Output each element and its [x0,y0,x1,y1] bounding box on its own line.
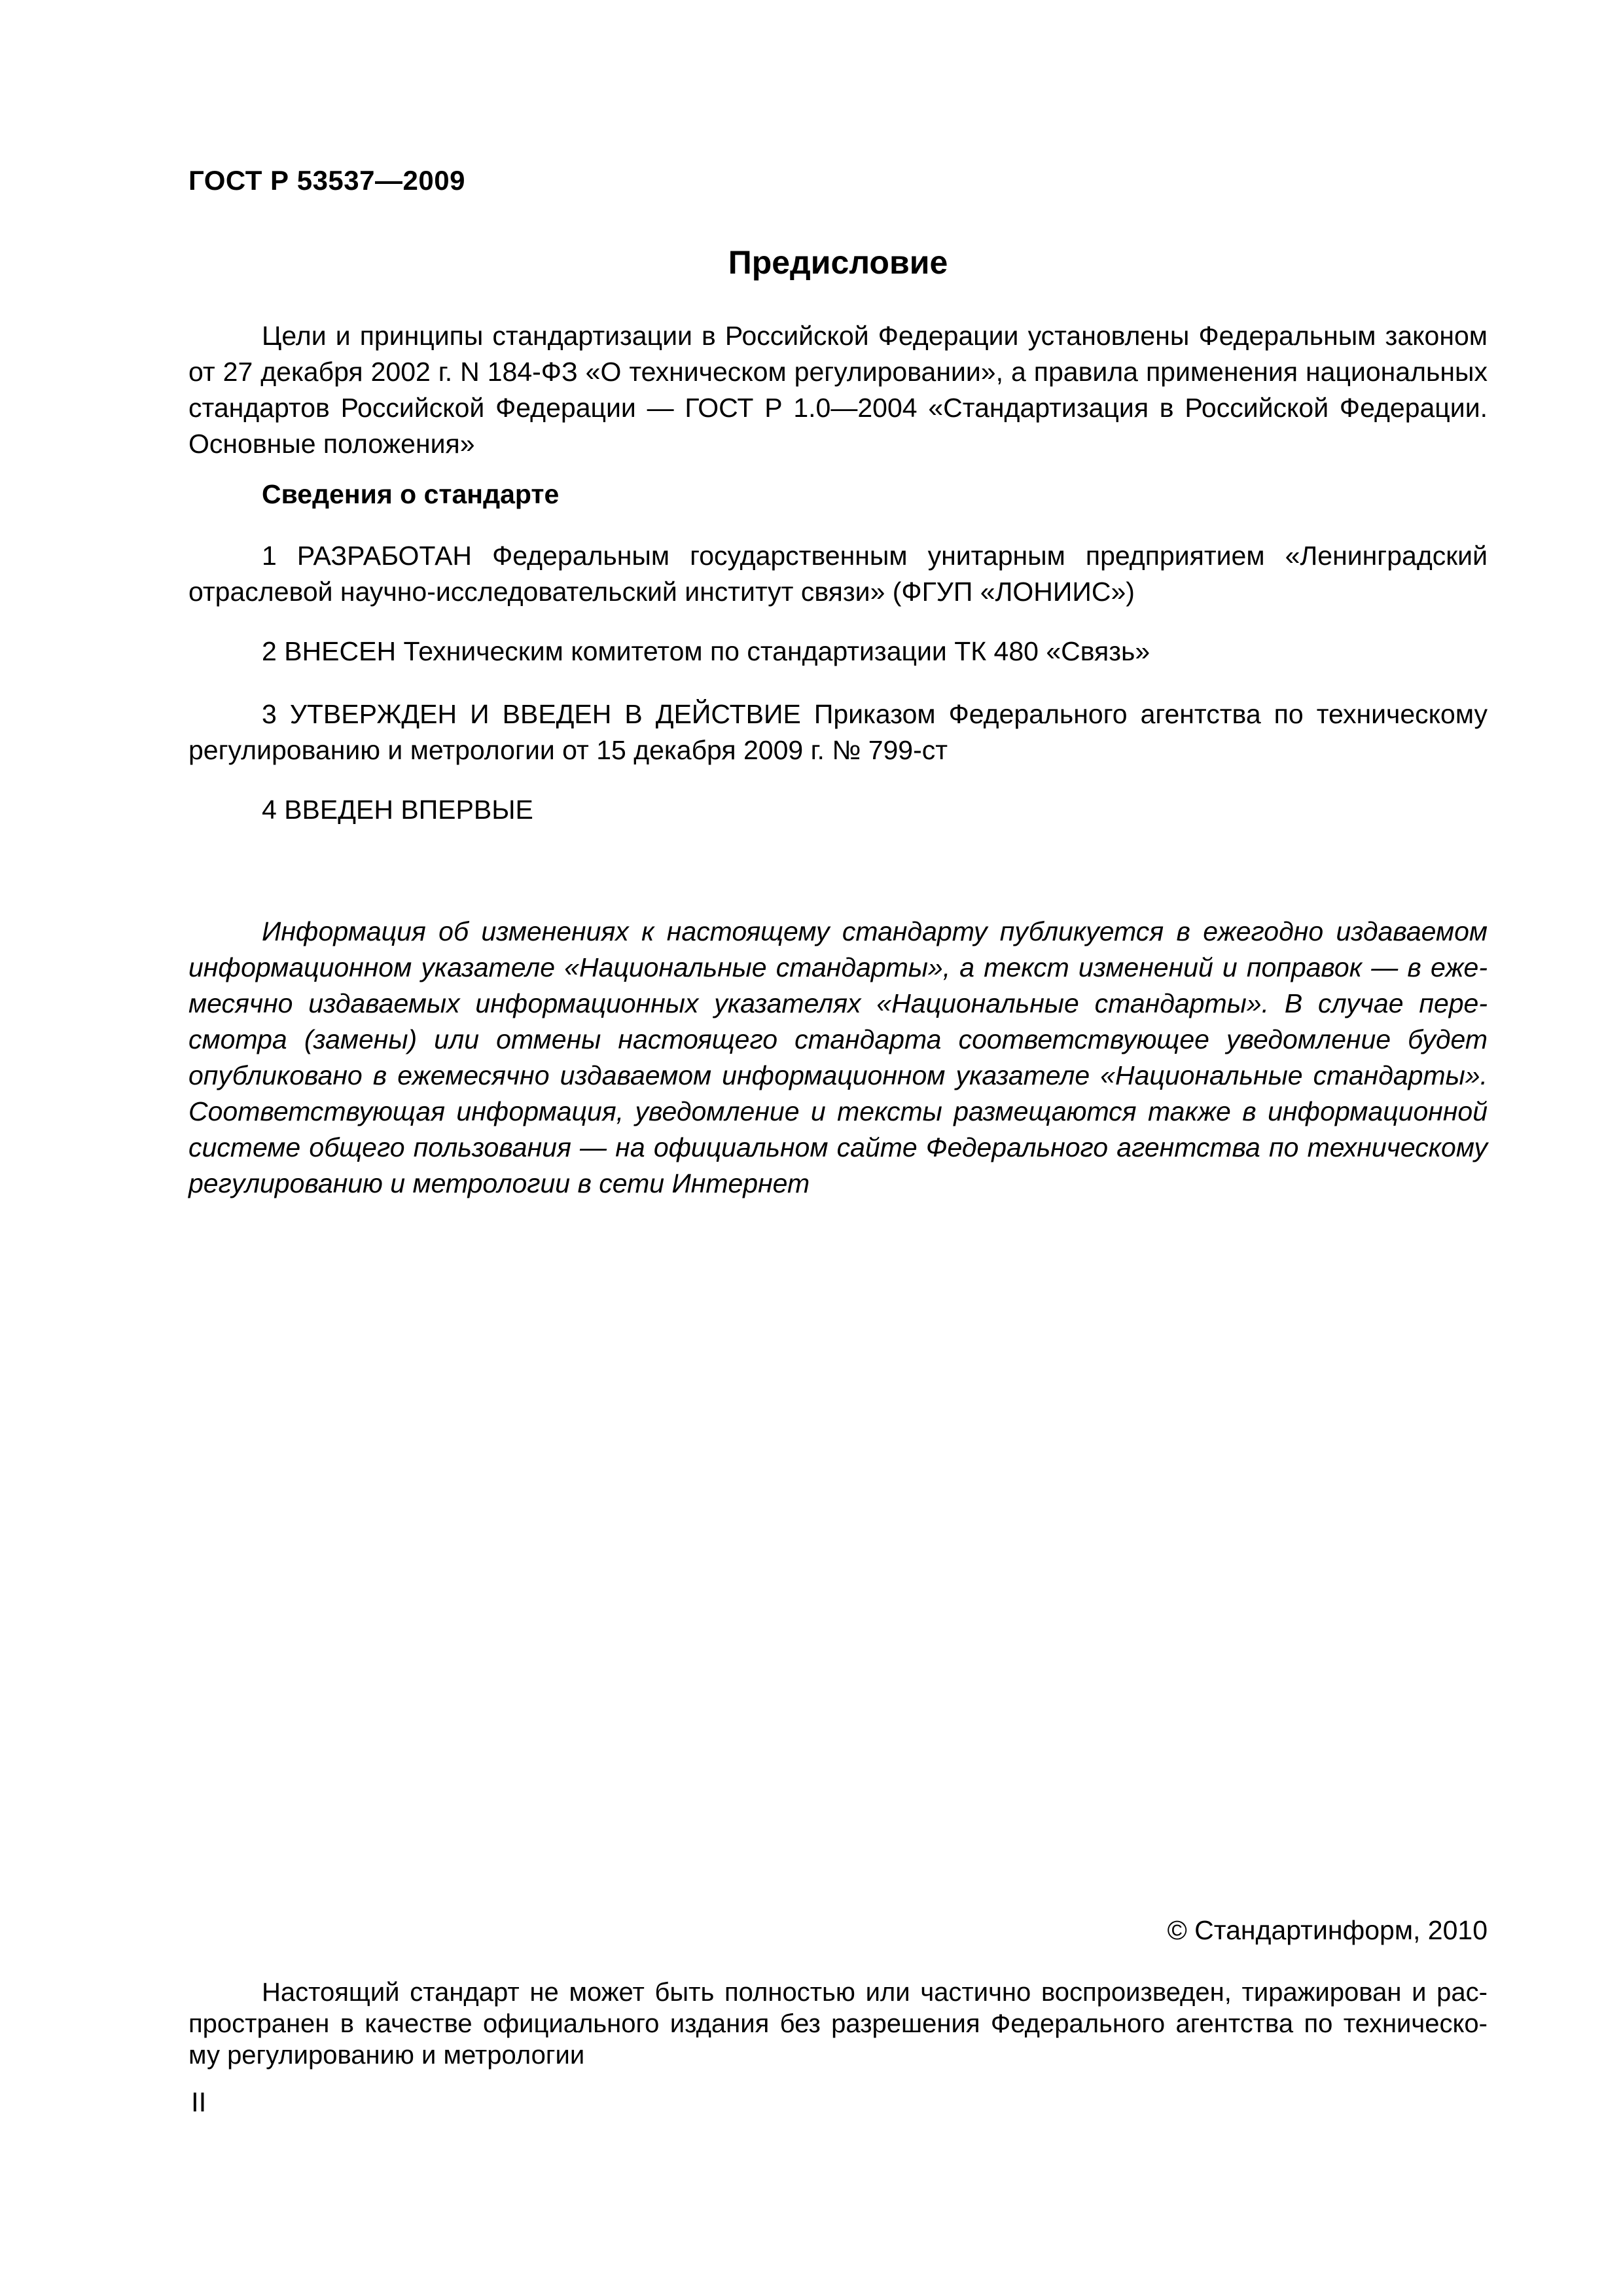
text-line: 3 УТВЕРЖДЕН И ВВЕДЕН В ДЕЙСТВИЕ Приказом Федерального агентства по техническому [262,699,1488,729]
text-line: опубликовано в ежемесячно издаваемом информационном указателе «Национальные стандарты». [188,1060,1488,1090]
text-line: смотра (замены) или отмены настоящего стандарта соответствующее уведомление будет [188,1024,1488,1054]
text-line: регулированию и метрологии в сети Интернет [188,1168,810,1198]
text-line: от 27 декабря 2002 г. N 184-ФЗ «О техническом регулировании», а правила применения национальных [188,357,1488,387]
text-line: 1 РАЗРАБОТАН Федеральным государственным унитарным предприятием «Ленинградский [262,541,1488,571]
text-line: 2 ВНЕСЕН Техническим комитетом по стандартизации ТК 480 «Связь» [262,636,1150,666]
amendment-information-note [188,914,1488,1202]
reproduction-restriction-note [188,1977,1488,2071]
text-line: отраслевой научно-исследовательский институт связи» (ФГУП «ЛОНИИС») [188,577,1135,607]
text-line: месячно издаваемых информационных указателях «Национальные стандарты». В случае пере- [188,988,1488,1018]
text-line: Информация об изменениях к настоящему стандарту публикуется в ежегодно издаваемом [262,916,1488,946]
text-line: Основные положения» [188,429,475,459]
standard-info-item-first-introduced [188,792,1488,828]
standard-info-heading: Сведения о стандарте [262,479,560,509]
text-line: Настоящий стандарт не может быть полностью или частично воспроизведен, тиражирован и рас- [262,1978,1488,2007]
copyright-line: © Стандартинформ, 2010 [1167,1915,1488,1945]
text-line: му регулированию и метрологии [188,2041,585,2070]
page-title: Предисловие [728,244,948,281]
text-line: пространен в качестве официального издания без разрешения Федерального агентства по техническо- [188,2009,1488,2038]
text-line: системе общего пользования — на официальном сайте Федерального агентства по техническому [188,1132,1488,1162]
text-line: Цели и принципы стандартизации в Российской Федерации установлены Федеральным законом [262,321,1488,351]
standard-info-item-approved [188,696,1488,768]
text-line: 4 ВВЕДЕН ВПЕРВЫЕ [262,795,533,825]
page-number: II [191,2087,207,2117]
text-line: Соответствующая информация, уведомление и тексты размещаются также в информационной [188,1096,1488,1126]
text-line: стандартов Российской Федерации — ГОСТ Р 1.0—2004 «Стандартизация в Российской Федерации. [188,393,1488,423]
standard-info-item-submitted [188,634,1488,670]
intro-paragraph [188,318,1488,462]
standard-info-item-developed [188,538,1488,610]
text-line: информационном указателе «Национальные стандарты», а текст изменений и поправок — в еже- [188,952,1488,982]
text-line: регулированию и метрологии от 15 декабря 2009 г. № 799-ст [188,735,948,765]
doc-code: ГОСТ Р 53537—2009 [188,165,465,196]
